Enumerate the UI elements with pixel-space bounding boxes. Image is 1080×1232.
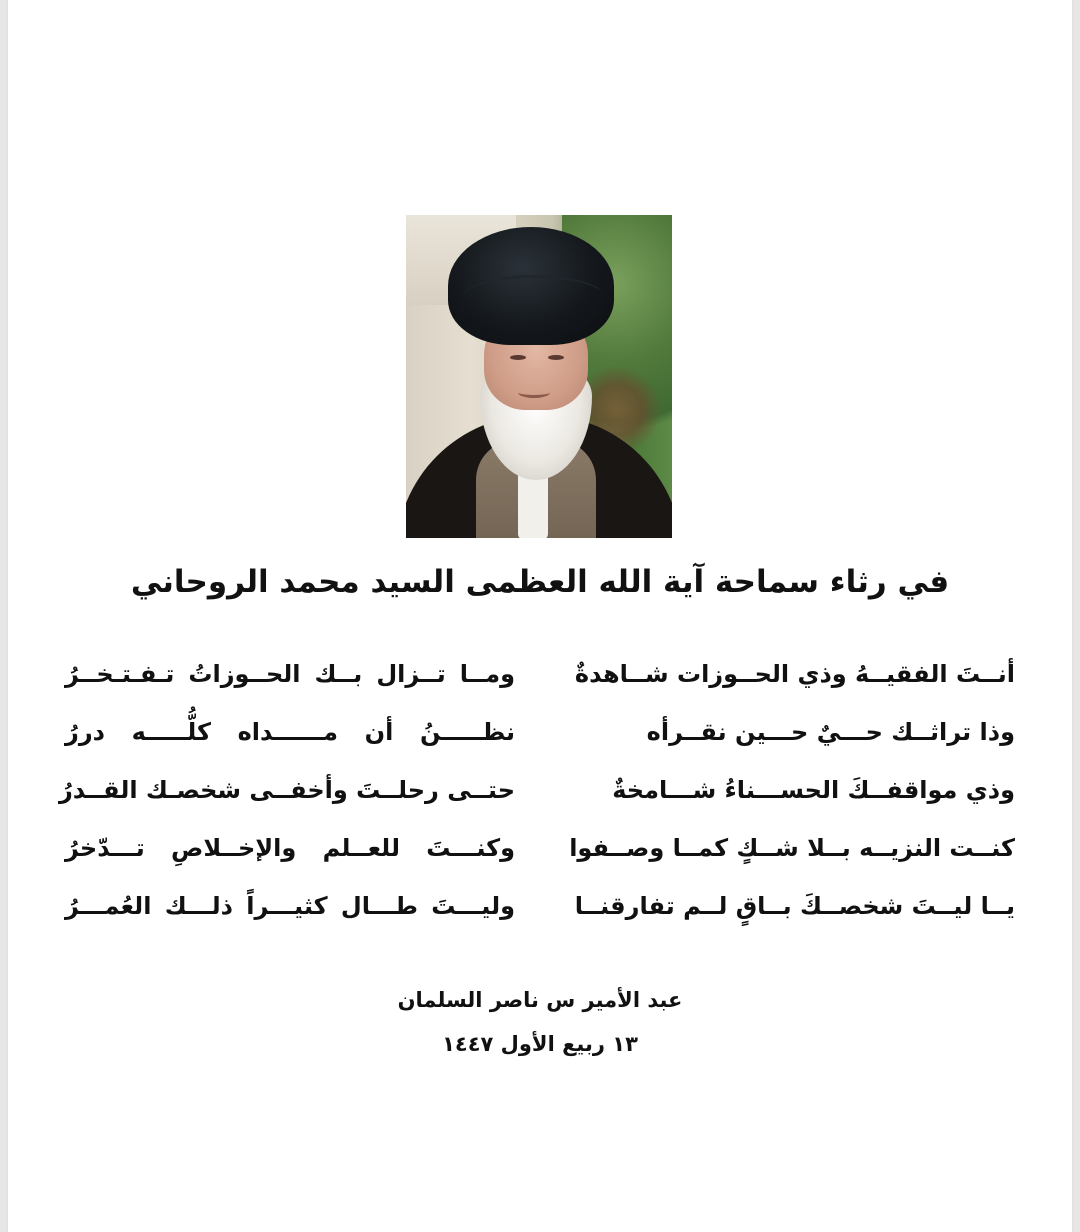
verse-second-hemistich: وليـــتَ طـــال كثيـــراً ذلـــك العُمـــرُ bbox=[65, 892, 515, 920]
verse-row bbox=[60, 652, 1020, 710]
verse-second-hemistich: حتــى رحلــتَ وأخفــى شخصـك القــدرُ bbox=[58, 776, 515, 804]
verse-first-hemistich: يــا ليــتَ شخصــكَ بــاقٍ لــم تفارقنــا bbox=[574, 892, 1015, 920]
photo-eye-left bbox=[510, 355, 526, 360]
verse-second-hemistich: ومــا تــزال بــك الحــوزاتُ تـفـتـخــرُ bbox=[65, 660, 515, 688]
signature-date: ١٣ ربيع الأول ١٤٤٧ bbox=[442, 1032, 638, 1056]
right-margin-strip bbox=[1072, 0, 1080, 1232]
signature-block bbox=[290, 980, 790, 1068]
verse-first-hemistich: أنــتَ الفقيــهُ وذي الحــوزات شــاهدةٌ bbox=[574, 660, 1015, 688]
photo-mouth bbox=[518, 387, 550, 398]
poem-title: في رثاء سماحة آية الله العظمى السيد محمد الروحاني bbox=[130, 564, 950, 600]
verse-second-hemistich: وكنـــتَ للعــلم والإخــلاصِ تـــدّخرُ bbox=[65, 834, 515, 862]
poem-body bbox=[60, 652, 1020, 942]
author-name: عبد الأمير س ناصر السلمان bbox=[397, 988, 683, 1012]
photo-eye-right bbox=[548, 355, 564, 360]
left-margin-strip bbox=[0, 0, 8, 1232]
verse-first-hemistich: وذا تراثــك حـــيٌ حـــين نقــرأه bbox=[646, 718, 1015, 746]
verse-first-hemistich: وذي مواقفــكَ الحســـناءُ شـــامخةٌ bbox=[612, 776, 1015, 804]
verse-row bbox=[60, 884, 1020, 942]
verse-row bbox=[60, 710, 1020, 768]
portrait-photo bbox=[406, 215, 672, 538]
photo-turban-fold bbox=[464, 275, 604, 318]
verse-row bbox=[60, 826, 1020, 884]
verse-second-hemistich: نظـــــنُ أن مــــــداه كلُّـــــه دررُ bbox=[65, 718, 515, 746]
verse-first-hemistich: كنــت النزيــه بــلا شــكٍ كمــا وصــفوا bbox=[569, 834, 1015, 862]
verse-row bbox=[60, 768, 1020, 826]
photo-collar bbox=[518, 470, 548, 538]
